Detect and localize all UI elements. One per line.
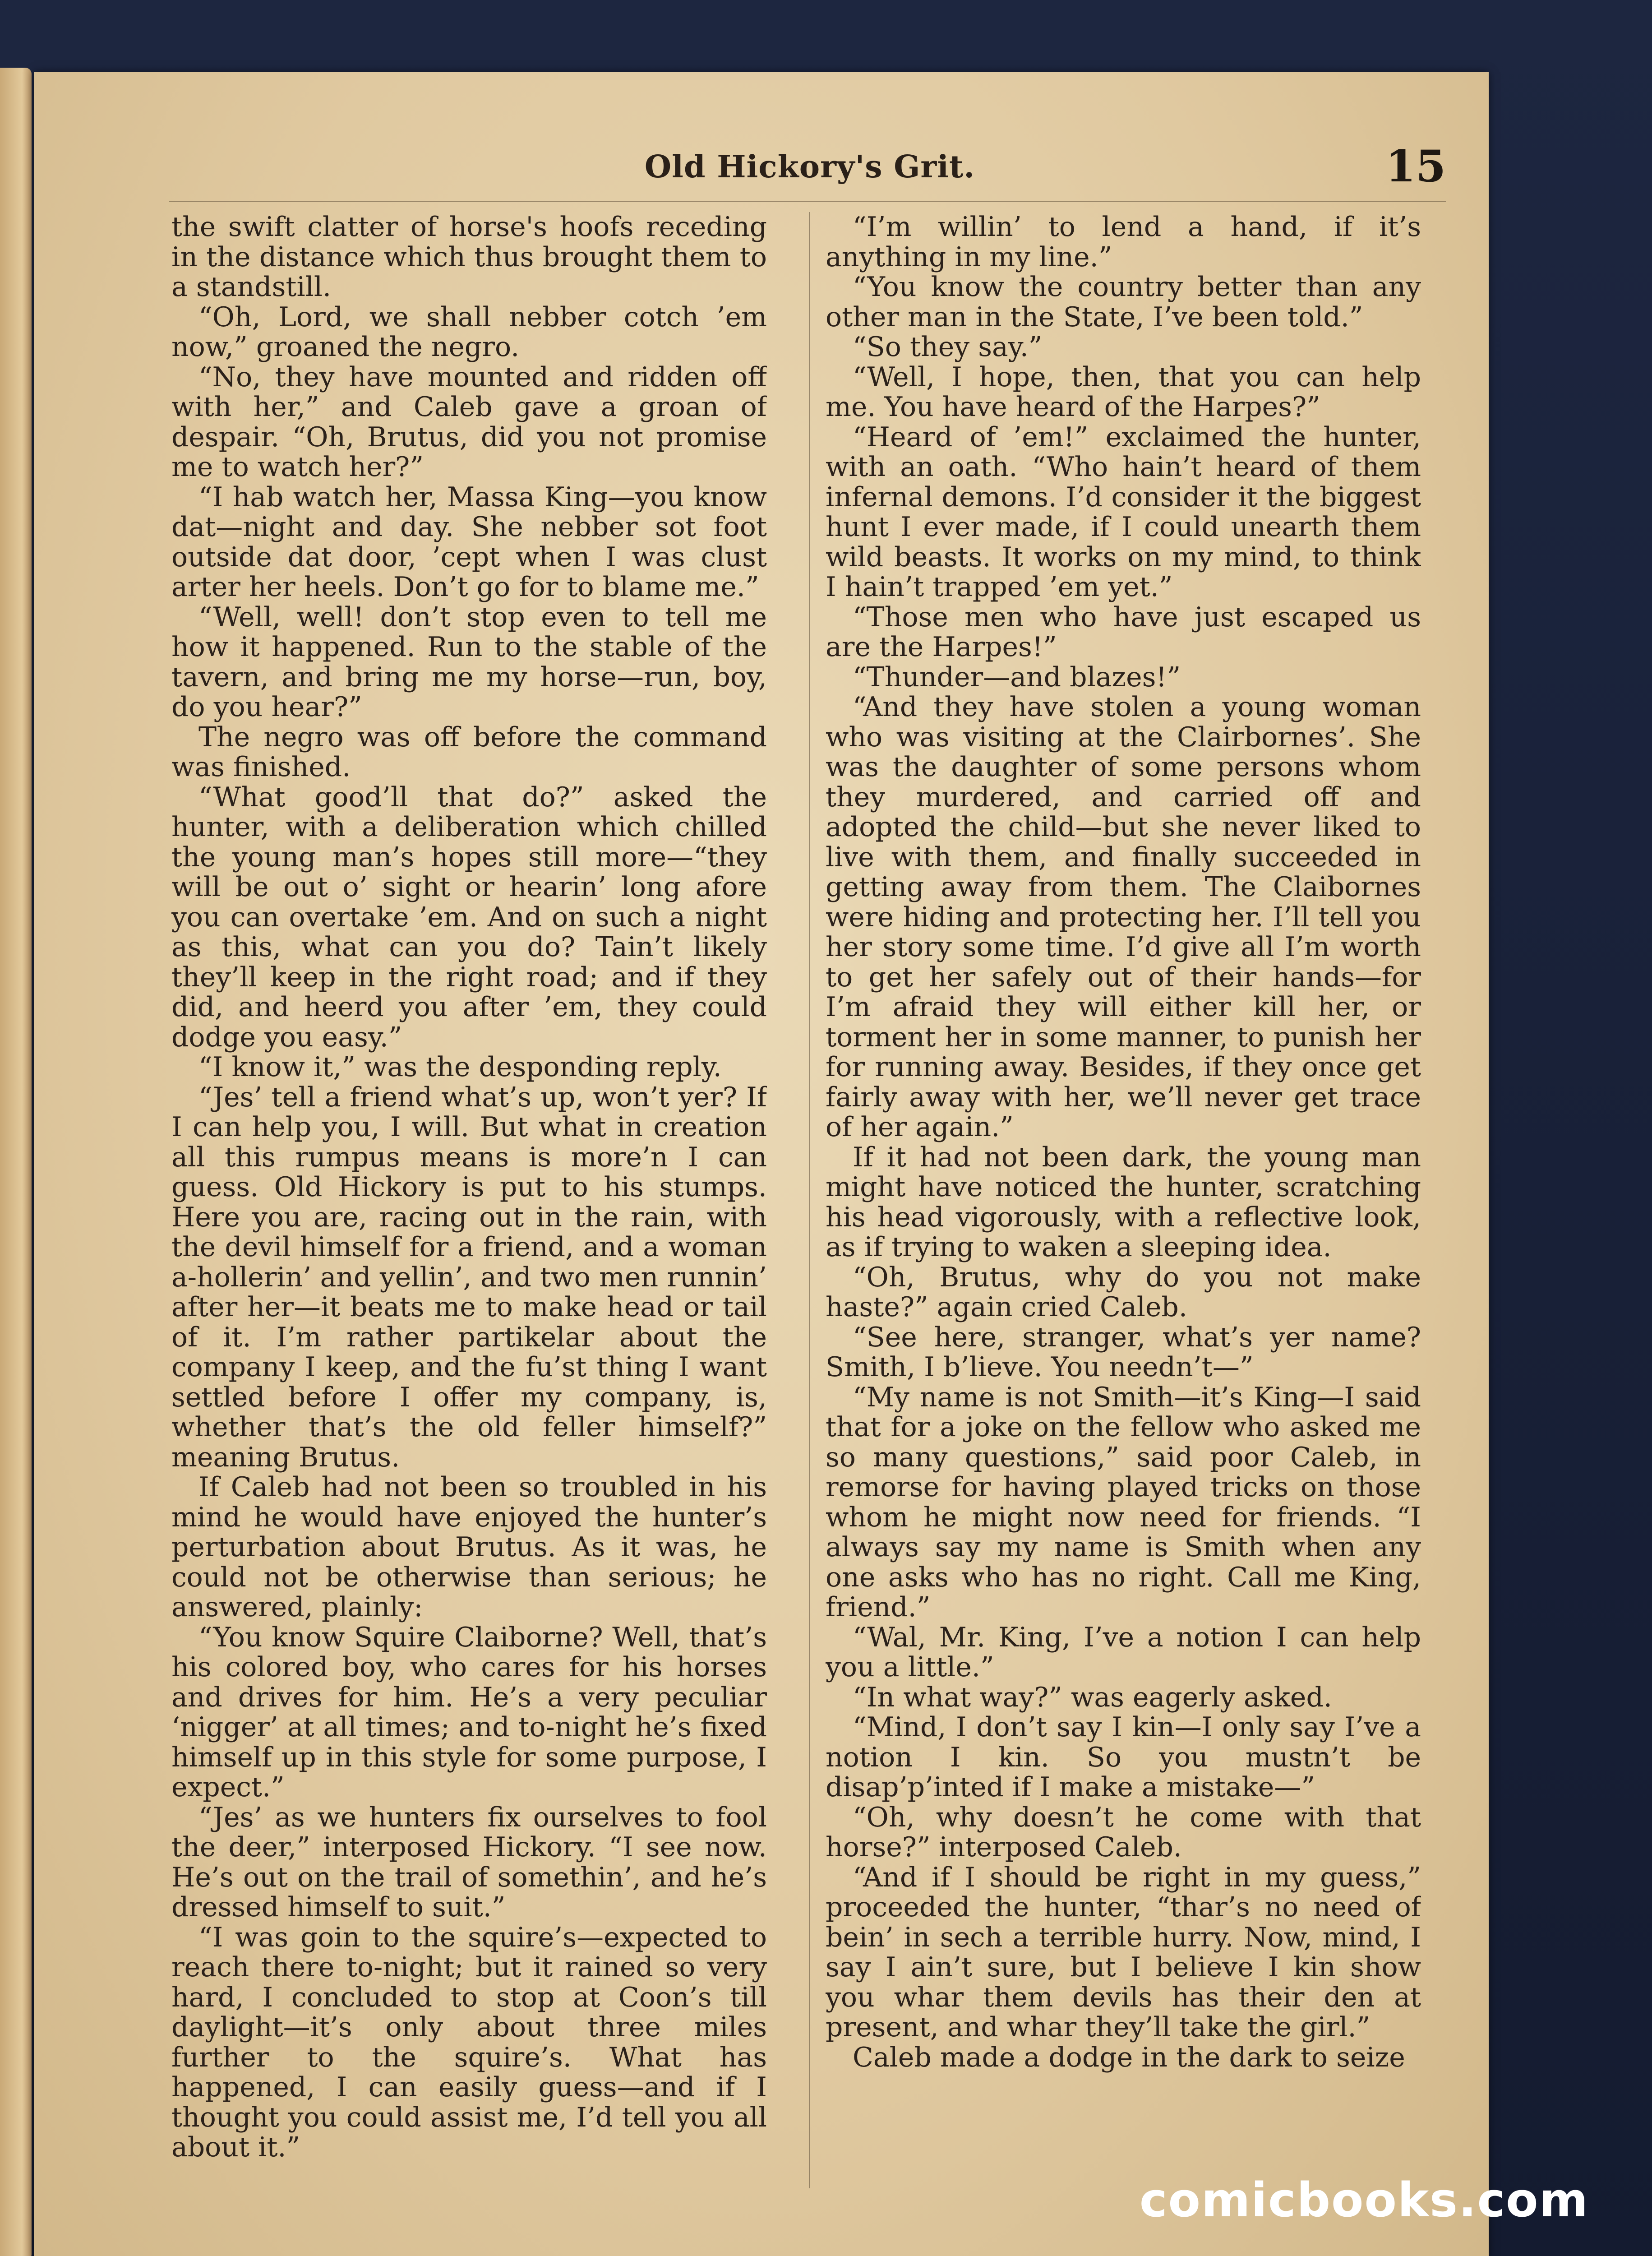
paragraph: “And if I should be right in my guess,” proceeded the hunter, “thar’s no need of bein’ in sech a terrible hurry. Now, mind, I say I ain’t sure, but I believe I kin show you whar them devils has their den at present, and whar they’ll take the girl.”	[826, 1861, 1421, 2043]
header-rule	[169, 201, 1446, 202]
previous-page-edge	[0, 68, 32, 2256]
paragraph: “I’m willin’ to lend a hand, if it’s anything in my line.”	[826, 212, 1421, 273]
paragraph: “No, they have mounted and ridden off with her,” and Caleb gave a groan of despair. “Oh, Brutus, did you not promise me to watch her?”	[171, 361, 767, 483]
paragraph: “Wal, Mr. King, I’ve a notion I can help you a little.”	[826, 1621, 1421, 1683]
left-column	[171, 212, 767, 2188]
paragraph: the swift clatter of horse's hoofs receding in the distance which thus brought them to a standstill.	[171, 212, 767, 303]
paragraph: “Well, well! don’t stop even to tell me how it happened. Run to the stable of the tavern, and bring me my horse—run, boy, do you hear?”	[171, 601, 767, 723]
right-column	[826, 212, 1421, 2188]
book-page	[34, 72, 1489, 2256]
paragraph: “And they have stolen a young woman who was visiting at the Clairbornes’. She was the daughter of some persons whom they murdered, and carried off and adopted the child—but she never liked to live with them, and finally succeeded in getting away from them. The Claibornes were hiding and protecting her. I’ll tell you her story some time. I’d give all I’m worth to get her safely out of their hands—for I’m afraid they will either kill her, or torment her in some manner, to punish her for running away. Besides, if they once get fairly away with her, we’ll never get trace of her again.”	[826, 691, 1421, 1143]
paragraph: “Jes’ tell a friend what’s up, won’t yer? If I can help you, I will. But what in creation all this rumpus means is more’n I can guess. Old Hickory is put to his stumps. Here you are, racing out in the rain, with the devil himself for a friend, and a woman a-hollerin’ and yellin’, and two men runnin’ after her—it beats me to make head or tail of it. I’m rather partikelar about the company I keep, and the fu’st thing I want settled before I offer my company, is, whether that’s the old feller himself?” meaning Brutus.	[171, 1081, 767, 1473]
paragraph: “Oh, why doesn’t he come with that horse?” interposed Caleb.	[826, 1801, 1421, 1863]
paragraph: “Well, I hope, then, that you can help me. You have heard of the Harpes?”	[826, 361, 1421, 423]
paragraph: “Heard of ’em!” exclaimed the hunter, with an oath. “Who hain’t heard of them infernal demons. I’d consider it the biggest hunt I ever made, if I could unearth them wild beasts. It works on my mind, to think I hain’t trapped ’em yet.”	[826, 421, 1421, 603]
paragraph: “In what way?” was eagerly asked.	[853, 1681, 1332, 1713]
paragraph: “Jes’ as we hunters fix ourselves to fool the deer,” interposed Hickory. “I see now. He’s out on the trail of somethin’, and he’s dressed himself to suit.”	[171, 1801, 767, 1923]
paragraph: Caleb made a dodge in the dark to seize	[853, 2041, 1405, 2073]
paragraph: “You know the country better than any other man in the State, I’ve been told.”	[826, 271, 1421, 333]
paragraph: If it had not been dark, the young man might have noticed the hunter, scratching his head vigorously, with a reflective look, as if trying to waken a sleeping idea.	[826, 1141, 1421, 1263]
page-header	[169, 131, 1450, 199]
paragraph: If Caleb had not been so troubled in his mind he would have enjoyed the hunter’s perturbation about Brutus. As it was, he could not be otherwise than serious; he answered, plainly:	[171, 1471, 767, 1623]
paragraph: “Oh, Lord, we shall nebber cotch ’em now,” groaned the negro.	[171, 301, 767, 363]
page-number: 15	[1385, 141, 1446, 192]
paragraph: “I know it,” was the desponding reply.	[198, 1051, 722, 1083]
watermark-text: comicbooks.com	[1139, 2173, 1589, 2228]
paragraph: “You know Squire Claiborne? Well, that’s his colored boy, who cares for his horses and drives for him. He’s a very peculiar ‘nigger’ at all times; and to-night he’s fixed himself up in this style for some purpose, I expect.”	[171, 1621, 767, 1803]
paragraph: “Those men who have just escaped us are the Harpes!”	[826, 601, 1421, 663]
paragraph: “What good’ll that do?” asked the hunter, with a deliberation which chilled the young man’s hopes still more—“they will be out o’ sight or hearin’ long afore you can overtake ’em. And on such a night as this, what can you do? Tain’t likely they’ll keep in the right road; and if they did, and heerd you after ’em, they could dodge you easy.”	[171, 781, 767, 1053]
paragraph: “I was goin to the squire’s—expected to reach there to-night; but it rained so very hard, I concluded to stop at Coon’s till daylight—it’s only about three miles further to the squire’s. What has happened, I can easily guess—and if I thought you could assist me, I’d tell you all about it.”	[171, 1921, 767, 2163]
paragraph: “Oh, Brutus, why do you not make haste?” again cried Caleb.	[826, 1261, 1421, 1323]
paragraph: “My name is not Smith—it’s King—I said that for a joke on the fellow who asked me so many questions,” said poor Caleb, in remorse for having played tricks on those whom he might now need for friends. “I always say my name is Smith when any one asks who has no right. Call me King, friend.”	[826, 1381, 1421, 1623]
running-title: Old Hickory's Grit.	[644, 149, 975, 185]
paragraph: “Thunder—and blazes!”	[853, 661, 1181, 693]
paragraph: The negro was off before the command was finished.	[171, 721, 767, 783]
paragraph: “So they say.”	[853, 331, 1043, 363]
paragraph: “Mind, I don’t say I kin—I only say I’ve a notion I kin. So you mustn’t be disap’p’inted if I make a mistake—”	[826, 1711, 1421, 1803]
paragraph: “See here, stranger, what’s yer name? Smith, I b’lieve. You needn’t—”	[826, 1321, 1421, 1383]
paragraph: “I hab watch her, Massa King—you know dat—night and day. She nebber sot foot outside dat door, ’cept when I was clust arter her heels. Don’t go for to blame me.”	[171, 481, 767, 603]
column-divider	[809, 212, 810, 2188]
